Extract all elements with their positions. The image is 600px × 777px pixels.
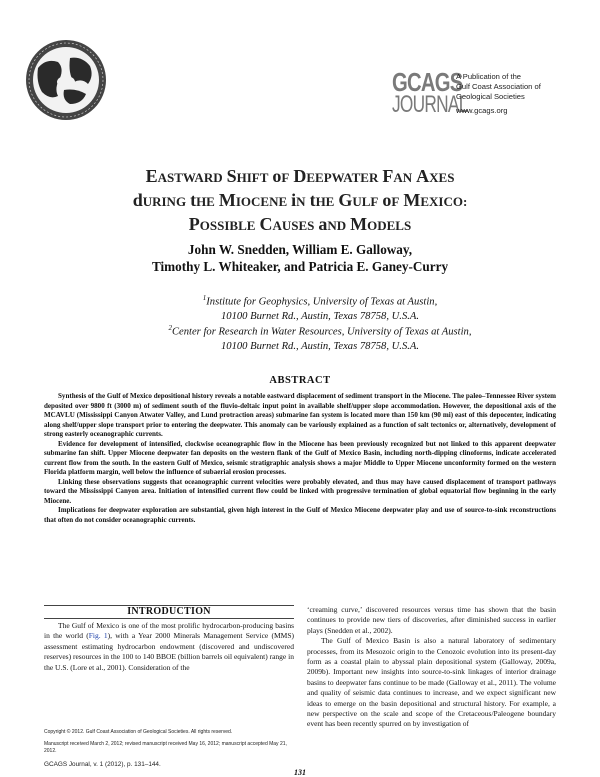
author-list xyxy=(40,241,560,275)
affiliation-line: Center for Research in Water Resources, University of Texas at Austin, xyxy=(171,326,472,338)
author-line-1: John W. Snedden, William E. Galloway, xyxy=(187,242,413,257)
abstract-body xyxy=(44,392,556,525)
abstract-paragraph: Evidence for development of intensified, clockwise oceanographic flow in the Miocene has been previously recognized but not linked to this apparent deepwater submarine fan shift. Upper Miocene deepwater fan deposits on the western flank of the Gulf of Mexico Basin, including north-dipping clinoforms, indicate accelerated current flow from the south. In the eastern Gulf of Mexico, seismic stratigraphic analysis shows a major Middle to Upper Miocene unconformity formed on the western Florida platform margin, well below the influence of subaerial erosion processes. xyxy=(44,439,556,476)
title-line-3: POSSIBLE CAUSES aND MODELS xyxy=(188,214,412,234)
title-line xyxy=(40,189,560,213)
abstract-heading: ABSTRACT xyxy=(269,375,331,386)
paper-title xyxy=(40,165,560,237)
journal-citation: GCAGS Journal, v. 1 (2012), p. 131–144. xyxy=(44,761,161,768)
intro-text: ), with a Year 2000 Minerals Management Service (MMS) assessment estimating hydrocarbon endowment (discovered and undiscovered reserves) resources in the 100 to 140 BBOE (billion barrels oil equivalent) range in the U.S. (Lore et al., 2001). Consideration of the xyxy=(44,631,294,672)
affiliation-line: Institute for Geophysics, University of Texas at Austin, xyxy=(206,296,438,308)
title-line-2: dURING tHE MIOCENE iN tHE GULF oF MEXICO: xyxy=(132,190,468,210)
affiliation-address: 10100 Burnet Rd., Austin, Texas 78758, U.S.A. xyxy=(220,310,420,322)
journal-name-line2: JOURNAL xyxy=(392,91,468,118)
gcags-seal-icon xyxy=(24,38,108,122)
publisher-line: Geological Societies xyxy=(456,92,525,101)
journal-name-line1: GCAGS xyxy=(392,67,463,97)
introduction-paragraph xyxy=(44,621,294,673)
abstract-paragraph: Linking these observations suggests that oceanographic current velocities were probably elevated, and thus may have caused displacement of transport pathways toward the Mississippi Canyon area. Initiation of intensified current flow could be linked with progressive termination of global equatorial flow beginning in the early Miocene. xyxy=(44,477,556,505)
affiliation-marker: 1 xyxy=(202,294,207,302)
title-line xyxy=(40,165,560,189)
abstract-paragraph: Synthesis of the Gulf of Mexico depositional history reveals a notable eastward displacement of sediment transport in the Miocene. The paleo–Tennessee River system deposited over 9800 ft (3000 m) of sediment south of the fluvio-deltaic input point in available shelf/upper slope accommodation. However, the depositional axis of the MCAVLU (Mississippi Canyon Atwater Valley, and Lund protraction areas) submarine fan system is located more than 150 km (90 mi) east of this depocenter, indicating along shelf/upper slope transport prior to entering the deepwater. This anomaly can be variously explained as a function of salt tectonics or, alternatively, development of strong easterly oceanographic currents. xyxy=(44,392,556,438)
publisher-line: Gulf Coast Association of xyxy=(456,82,541,91)
publisher-line: A Publication of the xyxy=(456,72,522,81)
affiliation-marker: 2 xyxy=(168,324,172,332)
body-paragraph: ‘creaming curve,’ discovered resources versus time has shown that the basin continues to provide new tiers of discoveries, after diminished success in earlier plays (Snedden et al., 2002). xyxy=(307,605,556,635)
affiliation-1 xyxy=(140,291,500,324)
introduction-heading: INTRODUCTION xyxy=(127,606,211,617)
abstract-paragraph: Implications for deepwater exploration are substantial, given high interest in the Gulf of Mexico Miocene deepwater play and use of source-to-sink reconstructions that often do not consider oceanographic currents. xyxy=(44,506,556,524)
page-number: 131 xyxy=(294,768,306,777)
right-column-text xyxy=(307,605,556,730)
journal-wordmark xyxy=(392,67,468,118)
manuscript-dates: Manuscript received March 2, 2012; revised manuscript received May 16, 2012; manuscript accepted May 21, 2012. xyxy=(44,741,287,754)
publisher-info xyxy=(456,72,586,116)
intro-text: The Gulf of Mexico is one of the most prolific hydrocarbon-producing basins in the world ( xyxy=(44,621,294,641)
author-line-2: Timothy L. Whiteaker, and Patricia E. Ganey-Curry xyxy=(151,259,449,274)
title-line-1: EASTWARD SHIFT oF DEEPWATER FAN AXES xyxy=(145,166,455,186)
affiliation-address: 10100 Burnet Rd., Austin, Texas 78758, U.S.A. xyxy=(220,340,420,352)
figure-1-link[interactable]: Fig. 1 xyxy=(88,631,108,641)
journal-url-link[interactable]: www.gcags.org xyxy=(456,106,508,115)
affiliation-2 xyxy=(140,321,500,354)
body-paragraph: The Gulf of Mexico Basin is also a natural laboratory of sedimentary processes, from its Mesozoic origin to the Cenozoic evolution into its present-day form as a coastal plain to abyssal plain depositional system (Galloway, 2009a, 2009b). Important new insights into source-to-sink linkages of interior drainage basins to deepwater fans continue to be made (Galloway et al., 2011). The volume and quality of seismic data continues to increase, and we expect significant new ideas to emerge on the basin depositional and structural history. For example, a new perspective on the scale and scope of the Cretaceous/Paleogene boundary event has been recently spurred on by investigation of xyxy=(307,636,556,729)
copyright-notice: Copyright © 2012. Gulf Coast Association of Geological Societies. All rights reserved. xyxy=(44,729,233,735)
left-column-text xyxy=(44,621,294,673)
title-line xyxy=(40,213,560,237)
